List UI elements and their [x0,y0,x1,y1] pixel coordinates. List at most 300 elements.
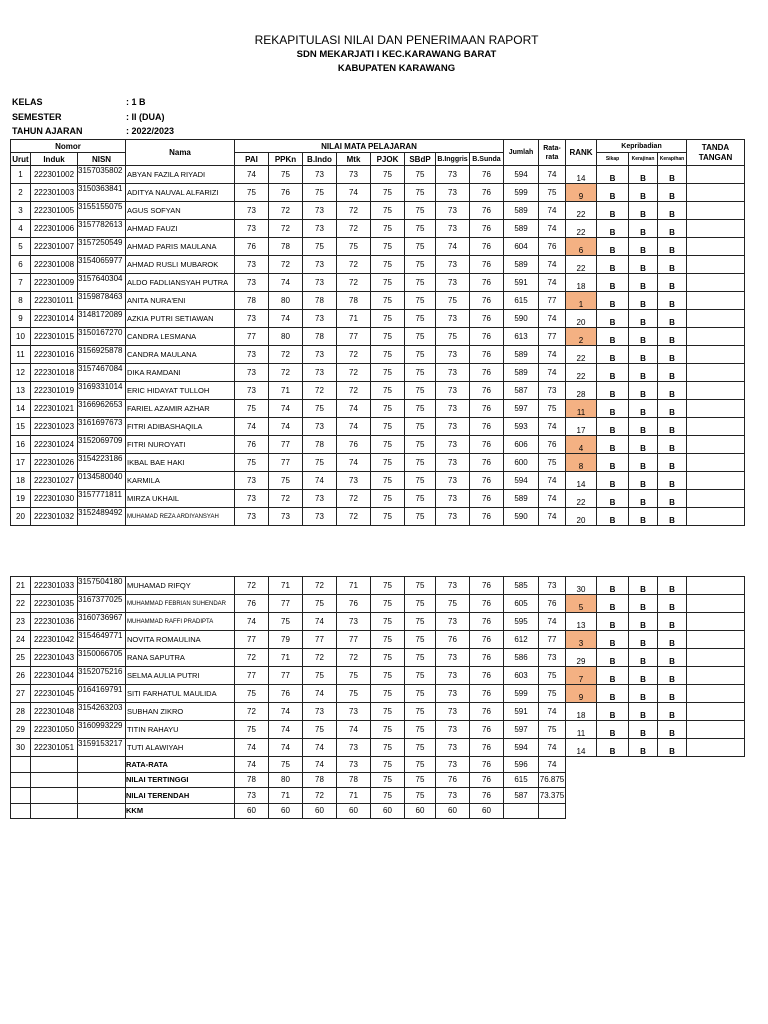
summary-value: 72 [303,788,337,804]
student-kepribadian: B [629,364,658,382]
student-kepribadian: B [597,238,629,256]
student-row [11,490,745,508]
student-score: 77 [337,328,371,346]
student-kepribadian: B [658,166,687,184]
student-score: 75 [371,472,405,490]
student-score: 77 [303,631,337,649]
student-jumlah: 605 [504,595,539,613]
student-name: TUTI ALAWIYAH [126,739,235,757]
student-rata: 75 [539,400,566,418]
student-score: 72 [337,382,371,400]
student-score: 75 [405,631,436,649]
student-score: 78 [235,292,269,310]
student-induk: 222301003 [31,184,78,202]
summary-value: 71 [269,788,303,804]
student-nisn: 3152075216 [78,667,126,685]
student-rata: 74 [539,703,566,721]
summary-value: 75 [371,757,405,773]
student-name: MIRZA UKHAIL [126,490,235,508]
student-kepribadian: B [658,328,687,346]
student-rank: 22 [566,490,597,508]
empty-cell [566,788,597,804]
student-jumlah: 599 [504,685,539,703]
signature-cell [687,577,745,595]
student-kepribadian: B [658,490,687,508]
summary-value: 73 [436,788,470,804]
signature-cell [687,667,745,685]
student-kepribadian: B [597,382,629,400]
student-kepribadian: B [658,454,687,472]
student-rank: 30 [566,577,597,595]
student-row [11,328,745,346]
col-nama: Nama [126,140,235,166]
student-score: 75 [235,721,269,739]
regency-name: KABUPATEN KARAWANG [337,63,456,74]
student-kepribadian: B [629,346,658,364]
student-nisn: 0164169791 [78,685,126,703]
student-kepribadian: B [597,400,629,418]
student-score: 75 [405,454,436,472]
student-score: 73 [337,739,371,757]
student-row [11,382,745,400]
student-row [11,613,745,631]
summary-value: 71 [337,788,371,804]
student-kepribadian: B [629,256,658,274]
student-score: 75 [405,739,436,757]
student-rata: 74 [539,418,566,436]
summary-value: 78 [337,772,371,788]
student-score: 76 [269,184,303,202]
student-score: 75 [337,667,371,685]
student-kepribadian: B [629,454,658,472]
student-score: 75 [371,595,405,613]
student-nisn: 3156925878 [78,346,126,364]
student-score: 76 [470,508,504,526]
summary-label: NILAI TERTINGGI [126,772,235,788]
student-score: 73 [436,667,470,685]
student-score: 73 [303,508,337,526]
student-row [11,703,745,721]
student-kepribadian: B [658,649,687,667]
signature-cell [687,364,745,382]
summary-value: 74 [303,757,337,773]
student-jumlah: 589 [504,346,539,364]
summary-jumlah [504,803,539,819]
student-score: 73 [303,703,337,721]
student-nisn: 3159878463 [78,292,126,310]
signature-cell [687,595,745,613]
student-kepribadian: B [597,166,629,184]
student-name: AHMAD PARIS MAULANA [126,238,235,256]
col-subject: PAI [235,153,269,166]
student-score: 72 [337,364,371,382]
student-row [11,184,745,202]
col-subject: PJOK [371,153,405,166]
student-score: 75 [303,595,337,613]
student-induk: 222301035 [31,595,78,613]
student-nisn: 3159153217 [78,739,126,757]
student-rank: 22 [566,364,597,382]
empty-cell [658,757,687,773]
student-no: 21 [11,577,31,595]
student-score: 73 [436,577,470,595]
student-rata: 77 [539,328,566,346]
student-kepribadian: B [629,721,658,739]
student-no: 3 [11,202,31,220]
student-score: 76 [470,490,504,508]
student-score: 73 [436,274,470,292]
student-score: 75 [371,166,405,184]
student-score: 73 [269,508,303,526]
student-no: 1 [11,166,31,184]
student-kepribadian: B [629,613,658,631]
signature-cell [687,202,745,220]
signature-cell [687,400,745,418]
student-no: 6 [11,256,31,274]
student-kepribadian: B [629,508,658,526]
student-induk: 222301014 [31,310,78,328]
student-row [11,631,745,649]
student-score: 73 [303,256,337,274]
col-induk: Induk [31,153,78,166]
student-row [11,721,745,739]
student-score: 78 [303,292,337,310]
student-kepribadian: B [597,184,629,202]
summary-value: 76 [436,772,470,788]
student-score: 75 [371,184,405,202]
summary-value: 75 [405,757,436,773]
student-score: 73 [337,613,371,631]
student-kepribadian: B [658,346,687,364]
student-kepribadian: B [597,721,629,739]
student-kepribadian: B [629,631,658,649]
student-score: 73 [436,703,470,721]
student-score: 74 [337,454,371,472]
student-no: 19 [11,490,31,508]
student-name: FITRI ADIBASHAQILA [126,418,235,436]
student-rata: 74 [539,220,566,238]
signature-cell [687,739,745,757]
student-score: 73 [436,613,470,631]
student-score: 75 [303,400,337,418]
student-no: 9 [11,310,31,328]
student-name: MUHAMMAD RAFFI PRADIPTA [126,613,235,631]
student-score: 75 [269,472,303,490]
student-rank: 6 [566,238,597,256]
student-nisn: 3169331014 [78,382,126,400]
student-induk: 222301019 [31,382,78,400]
summary-rata: 76.875 [539,772,566,788]
signature-cell [687,631,745,649]
student-score: 73 [235,472,269,490]
student-name: DIKA RAMDANI [126,364,235,382]
student-nisn: 3148172089 [78,310,126,328]
student-name: SITI FARHATUL MAULIDA [126,685,235,703]
student-kepribadian: B [597,649,629,667]
student-kepribadian: B [629,739,658,757]
student-kepribadian: B [658,400,687,418]
student-row [11,310,745,328]
student-score: 75 [371,508,405,526]
student-name: MUHAMAD RIFQY [126,577,235,595]
student-jumlah: 589 [504,490,539,508]
empty-cell [658,788,687,804]
col-rank: RANK [566,140,597,166]
student-score: 75 [235,454,269,472]
student-jumlah: 604 [504,238,539,256]
summary-value: 76 [470,757,504,773]
student-induk: 222301051 [31,739,78,757]
student-score: 75 [405,238,436,256]
student-score: 74 [269,721,303,739]
col-kepribadian-sub: Kerajinan [629,153,658,166]
col-tanda-tangan: TANDA TANGAN [687,140,745,166]
summary-value: 80 [269,772,303,788]
student-jumlah: 597 [504,721,539,739]
summary-row [11,803,745,819]
student-score: 77 [269,595,303,613]
student-row [11,274,745,292]
student-rank: 11 [566,400,597,418]
student-score: 74 [269,274,303,292]
summary-value: 73 [337,757,371,773]
student-kepribadian: B [597,256,629,274]
student-rata: 74 [539,166,566,184]
student-score: 76 [470,649,504,667]
student-score: 76 [470,256,504,274]
student-score: 72 [303,577,337,595]
student-score: 73 [337,703,371,721]
summary-value: 76 [470,772,504,788]
summary-value: 60 [269,803,303,819]
student-score: 76 [470,454,504,472]
student-score: 76 [470,292,504,310]
student-score: 74 [269,400,303,418]
student-score: 73 [303,202,337,220]
summary-value: 75 [405,788,436,804]
empty-cell [658,803,687,819]
student-no: 5 [11,238,31,256]
student-row [11,436,745,454]
student-kepribadian: B [629,685,658,703]
student-score: 75 [436,328,470,346]
student-score: 73 [436,400,470,418]
student-kepribadian: B [658,685,687,703]
student-no: 4 [11,220,31,238]
student-score: 73 [436,310,470,328]
student-score: 72 [337,346,371,364]
student-rata: 77 [539,631,566,649]
student-score: 75 [235,184,269,202]
summary-rata: 73.375 [539,788,566,804]
student-score: 75 [405,577,436,595]
student-score: 76 [470,418,504,436]
class-row: KELAS : 1 B [12,97,146,107]
student-kepribadian: B [597,490,629,508]
student-kepribadian: B [658,220,687,238]
student-score: 77 [235,631,269,649]
student-kepribadian: B [658,508,687,526]
student-nisn: 3160993229 [78,721,126,739]
empty-cell [629,757,658,773]
student-jumlah: 590 [504,310,539,328]
summary-value: 60 [470,803,504,819]
student-score: 75 [405,274,436,292]
student-rank: 7 [566,667,597,685]
student-score: 75 [303,721,337,739]
student-score: 75 [371,649,405,667]
student-name: SUBHAN ZIKRO [126,703,235,721]
summary-blank [78,772,126,788]
student-score: 77 [269,667,303,685]
student-score: 75 [269,613,303,631]
student-rata: 75 [539,184,566,202]
col-subject: B.Sunda [470,153,504,166]
student-score: 75 [405,346,436,364]
student-score: 73 [436,346,470,364]
student-kepribadian: B [658,595,687,613]
student-name: NOVITA ROMAULINA [126,631,235,649]
student-score: 72 [303,382,337,400]
student-score: 75 [371,418,405,436]
summary-row [11,788,745,804]
student-induk: 222301036 [31,613,78,631]
signature-cell [687,721,745,739]
signature-cell [687,256,745,274]
student-score: 78 [269,238,303,256]
student-rata: 76 [539,238,566,256]
student-kepribadian: B [597,454,629,472]
summary-jumlah: 596 [504,757,539,773]
student-rank: 3 [566,631,597,649]
summary-value: 60 [303,803,337,819]
student-score: 78 [303,436,337,454]
student-score: 76 [470,328,504,346]
student-nisn: 3157640304 [78,274,126,292]
student-score: 73 [235,346,269,364]
student-no: 18 [11,472,31,490]
student-score: 75 [371,577,405,595]
student-name: KARMILA [126,472,235,490]
signature-cell [687,274,745,292]
col-nisn: NISN [78,153,126,166]
student-name: TITIN RAHAYU [126,721,235,739]
summary-jumlah: 615 [504,772,539,788]
signature-cell [687,472,745,490]
student-score: 73 [235,274,269,292]
student-score: 75 [405,649,436,667]
student-nisn: 3154649771 [78,631,126,649]
student-score: 76 [269,685,303,703]
student-nisn: 3154065977 [78,256,126,274]
student-no: 23 [11,613,31,631]
student-rank: 18 [566,703,597,721]
student-rata: 76 [539,436,566,454]
student-name: RANA SAPUTRA [126,649,235,667]
student-rata: 74 [539,202,566,220]
student-no: 26 [11,667,31,685]
student-kepribadian: B [629,166,658,184]
empty-cell [597,803,629,819]
student-score: 76 [470,274,504,292]
student-score: 73 [436,418,470,436]
student-score: 74 [303,685,337,703]
student-jumlah: 589 [504,256,539,274]
student-rank: 9 [566,685,597,703]
col-kepribadian-sub: Sikap [597,153,629,166]
student-kepribadian: B [629,328,658,346]
summary-rata: 74 [539,757,566,773]
signature-cell [687,418,745,436]
signature-cell [687,184,745,202]
student-score: 76 [470,685,504,703]
student-score: 74 [303,613,337,631]
summary-value: 60 [405,803,436,819]
summary-value: 75 [371,788,405,804]
student-no: 2 [11,184,31,202]
student-score: 73 [436,436,470,454]
student-rata: 73 [539,382,566,400]
student-rata: 74 [539,490,566,508]
student-nisn: 3157467084 [78,364,126,382]
student-score: 73 [303,220,337,238]
student-kepribadian: B [597,508,629,526]
student-row [11,166,745,184]
student-jumlah: 586 [504,649,539,667]
student-score: 75 [371,292,405,310]
student-kepribadian: B [629,310,658,328]
student-rata: 73 [539,649,566,667]
student-kepribadian: B [597,667,629,685]
student-induk: 222301043 [31,649,78,667]
student-score: 72 [269,220,303,238]
student-score: 76 [470,631,504,649]
student-name: MUHAMMAD FEBRIAN SUHENDAR [126,595,235,613]
student-score: 72 [303,649,337,667]
student-score: 75 [436,595,470,613]
student-no: 16 [11,436,31,454]
student-kepribadian: B [629,649,658,667]
student-name: FARIEL AZAMIR AZHAR [126,400,235,418]
student-score: 75 [371,274,405,292]
student-row [11,649,745,667]
student-score: 71 [269,382,303,400]
student-score: 75 [371,364,405,382]
student-kepribadian: B [597,613,629,631]
summary-blank [78,788,126,804]
empty-cell [658,772,687,788]
student-score: 79 [269,631,303,649]
student-score: 77 [337,631,371,649]
student-score: 73 [235,220,269,238]
student-rata: 75 [539,454,566,472]
student-score: 72 [235,649,269,667]
student-kepribadian: B [658,364,687,382]
student-name: AZKIA PUTRI SETIAWAN [126,310,235,328]
student-rank: 22 [566,346,597,364]
student-rank: 22 [566,220,597,238]
summary-label: KKM [126,803,235,819]
student-kepribadian: B [629,292,658,310]
student-no: 11 [11,346,31,364]
student-rank: 9 [566,184,597,202]
student-score: 73 [235,490,269,508]
student-rank: 11 [566,721,597,739]
student-score: 71 [269,577,303,595]
student-kepribadian: B [658,382,687,400]
summary-jumlah: 587 [504,788,539,804]
signature-cell [687,649,745,667]
